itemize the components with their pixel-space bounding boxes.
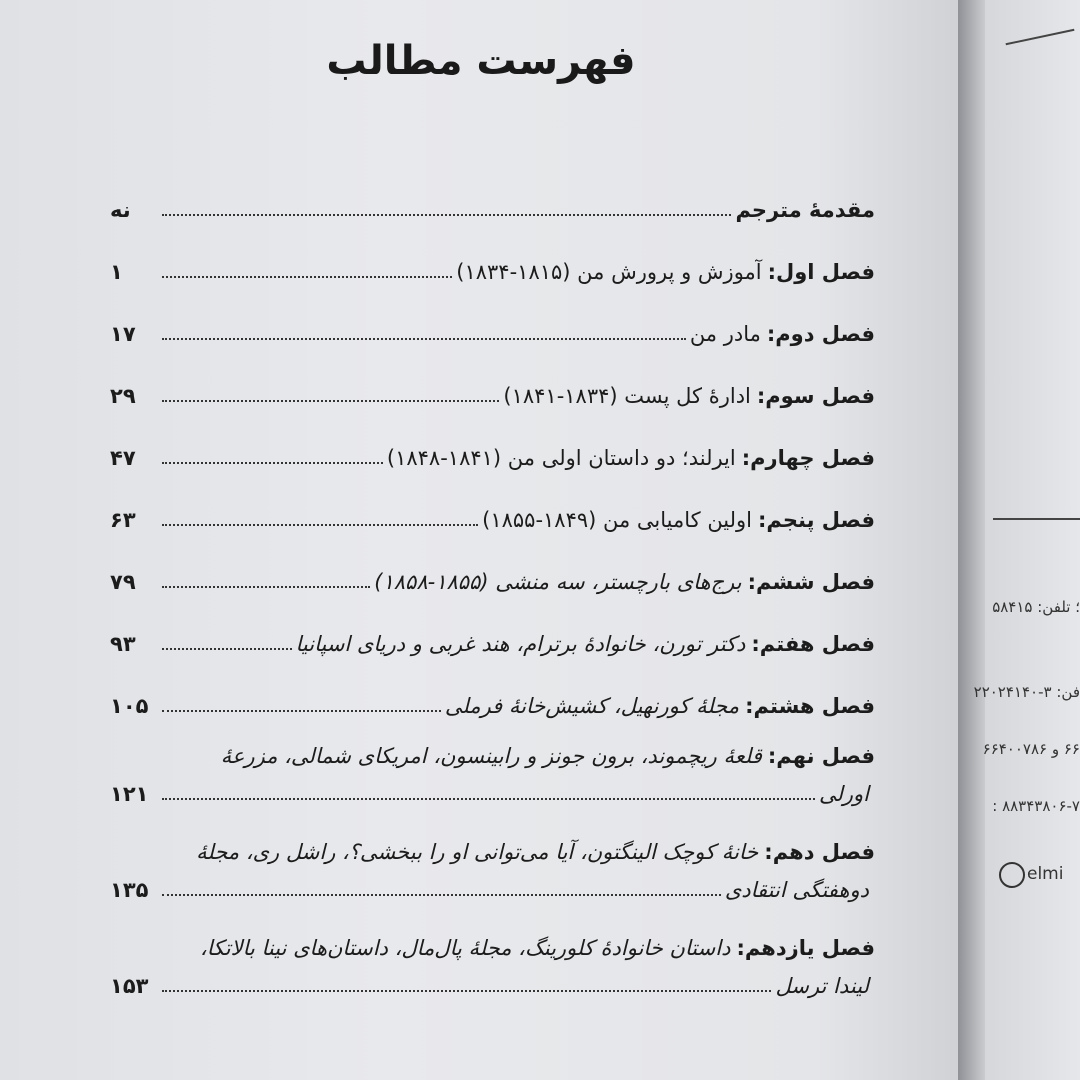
- leader-dots: [162, 586, 370, 588]
- table-of-contents: [110, 160, 875, 1016]
- toc-entry-chapter-3: [110, 346, 875, 408]
- toc-entry-chapter-10: [110, 824, 875, 902]
- toc-entry-chapter-7: [110, 594, 875, 656]
- toc-entry-title-continued: دوهفتگی انتقادی: [724, 878, 869, 902]
- toc-entry-chapter-8: [110, 656, 875, 718]
- leader-dots: [162, 400, 499, 402]
- leader-dots: [162, 710, 440, 712]
- toc-entry-title: ایرلند؛ دو داستان اولی من (۱۸۴۱-۱۸۴۸): [386, 446, 736, 470]
- page-title: فهرست مطالب: [326, 38, 636, 84]
- toc-page-number: ۱۵۳: [110, 974, 149, 998]
- leader-dots: [162, 276, 452, 278]
- toc-entry-label: فصل هفتم:: [751, 632, 875, 656]
- toc-entry-label: فصل یازدهم:: [736, 936, 875, 960]
- toc-entry-label: فصل هشتم:: [745, 694, 875, 718]
- phone-text: فن: ۳-۲۲۰۲۴۱۴۰: [973, 683, 1080, 701]
- toc-entry-title: مجلهٔ کورنهیل، کشیش‌خانهٔ فرملی: [444, 694, 740, 718]
- toc-entry-label: فصل سوم:: [756, 384, 875, 408]
- toc-page-number: ۱: [110, 260, 123, 284]
- toc-page-number: ۱۰۵: [110, 694, 149, 718]
- toc-page-number: ۴۷: [110, 446, 136, 470]
- toc-entry-title: داستان خانوادهٔ کلورینگ، مجلهٔ پال‌مال، داستان‌های نینا بالاتکا،: [200, 936, 731, 960]
- divider-line: [1006, 29, 1075, 46]
- leader-dots: [162, 462, 383, 464]
- toc-entry-title: قلعهٔ ریچموند، برون جونز و رابینسون، امریکای شمالی، مزرعهٔ: [220, 744, 762, 768]
- toc-page-number: ۲۹: [110, 384, 136, 408]
- toc-entry-title-continued: اورلی: [818, 782, 869, 806]
- toc-entry-chapter-6: [110, 532, 875, 594]
- toc-entry-chapter-1: [110, 222, 875, 284]
- phone-text: ۶۶ و ۶۶۴۰۰۷۸۶: [982, 740, 1080, 758]
- toc-entry-label: فصل چهارم:: [741, 446, 875, 470]
- toc-entry-title: آموزش و پرورش من (۱۸۱۵-۱۸۳۴): [456, 260, 762, 284]
- toc-entry-label: فصل دوم:: [766, 322, 875, 346]
- toc-entry-title: برج‌های بارچستر، سه منشی (۱۸۵۵-۱۸۵۸): [374, 570, 742, 594]
- toc-entry-translator-intro: [110, 160, 875, 222]
- toc-page-number: نه: [110, 198, 131, 222]
- toc-entry-title: مادر من: [689, 322, 761, 346]
- toc-page-number: ۶۳: [110, 508, 136, 532]
- adjacent-page: [973, 0, 1080, 1080]
- toc-entry-chapter-5: [110, 470, 875, 532]
- leader-dots: [162, 524, 478, 526]
- leader-dots: [162, 214, 731, 216]
- toc-entry-title-continued: لیندا ترسل: [775, 974, 869, 998]
- phone-text: ؛ تلفن: ۵۸۴۱۵: [992, 598, 1080, 616]
- toc-entry-label: فصل پنجم:: [758, 508, 875, 532]
- toc-entry-label: مقدمهٔ مترجم: [735, 198, 875, 222]
- toc-entry-title: دکتر تورن، خانوادهٔ برترام، هند غربی و دریای اسپانیا: [295, 632, 746, 656]
- toc-page-number: ۱۳۵: [110, 878, 149, 902]
- toc-page-number: ۷۹: [110, 570, 136, 594]
- toc-entry-chapter-2: [110, 284, 875, 346]
- toc-entry-chapter-4: [110, 408, 875, 470]
- phone-text: ۸۸۳۴۳۸۰۶-۷ :: [992, 797, 1080, 815]
- publisher-logo-text: elmi: [1027, 864, 1064, 884]
- toc-page-number: ۱۷: [110, 322, 136, 346]
- divider-line: [993, 518, 1080, 520]
- toc-entry-label: فصل ششم:: [747, 570, 875, 594]
- toc-page-number: ۹۳: [110, 632, 136, 656]
- toc-entry-label: فصل اول:: [767, 260, 875, 284]
- leader-dots: [162, 338, 686, 340]
- leader-dots: [162, 990, 771, 992]
- globe-icon: [999, 862, 1025, 888]
- leader-dots: [162, 894, 720, 896]
- toc-entry-label: فصل نهم:: [767, 744, 875, 768]
- toc-entry-title: اولین کامیابی من (۱۸۴۹-۱۸۵۵): [482, 508, 753, 532]
- toc-entry-label: فصل دهم:: [764, 840, 875, 864]
- leader-dots: [162, 648, 292, 650]
- toc-page-number: ۱۲۱: [110, 782, 149, 806]
- toc-entry-title: خانهٔ کوچک الینگتون، آیا می‌توانی او را ببخشی؟، راشل ری، مجلهٔ: [196, 840, 759, 864]
- leader-dots: [162, 798, 815, 800]
- toc-entry-chapter-9: [110, 728, 875, 806]
- toc-entry-chapter-11: [110, 920, 875, 998]
- toc-entry-title: ادارهٔ کل پست (۱۸۳۴-۱۸۴۱): [503, 384, 751, 408]
